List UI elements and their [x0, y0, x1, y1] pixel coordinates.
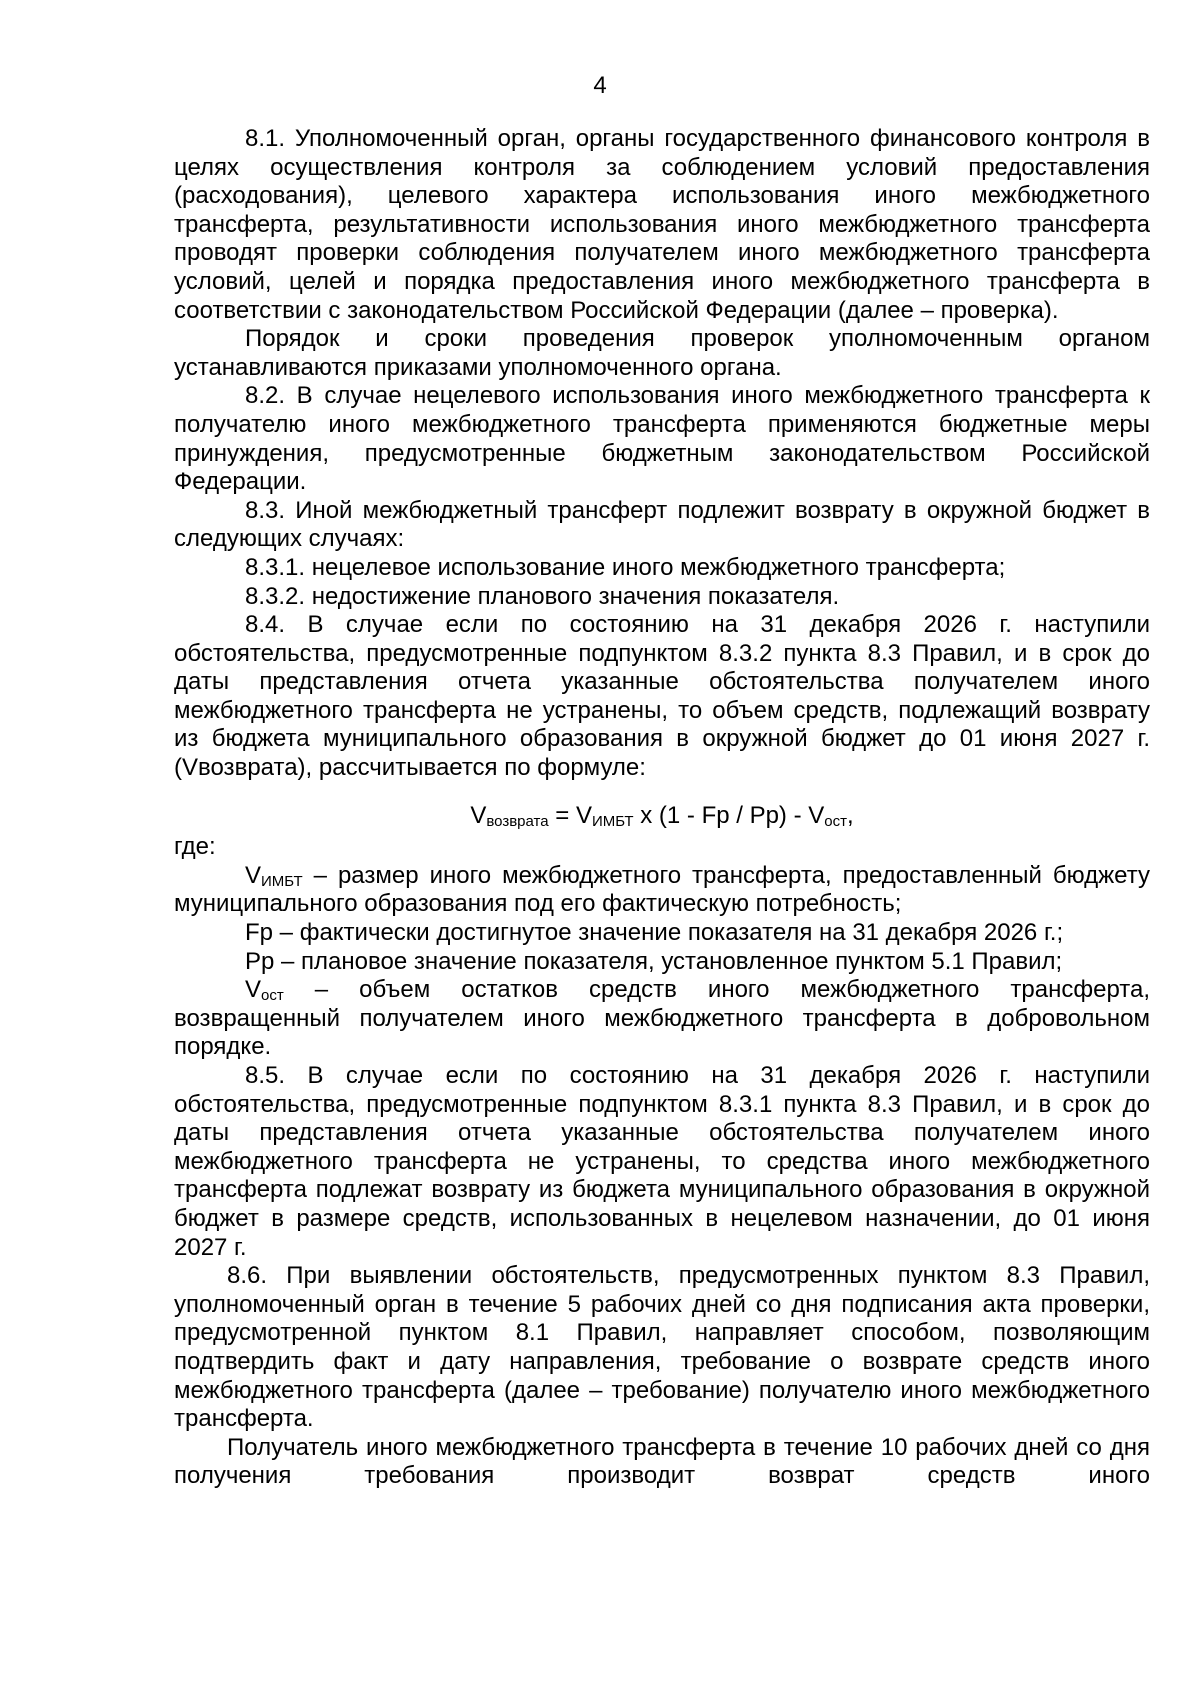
- paragraph-8-3: 8.3. Иной межбюджетный трансферт подлежит возврату в окружной бюджет в следующих случаях:: [174, 496, 1150, 553]
- def-v-sub: ИМБТ: [261, 872, 303, 890]
- formula-sub-imbt: ИМБТ: [591, 812, 634, 830]
- page-number: 4: [593, 72, 607, 99]
- definition-fp: Fp – фактически достигнутое значение показателя на 31 декабря 2026 г.;: [245, 919, 1064, 947]
- definition-pp: Pp – плановое значение показателя, установленное пунктом 5.1 Правил;: [245, 947, 1063, 975]
- return-formula: [174, 802, 1150, 831]
- formula-sub-return: возврата: [486, 812, 549, 830]
- paragraph-inspection-order: Порядок и сроки проведения проверок уполномоченным органом устанавливаются приказами уполномоченного органа.: [174, 325, 1150, 381]
- paragraph-8-5: 8.5. В случае если по состоянию на 31 декабря 2026 г. наступили обстоятельства, предусмотренные подпунктом 8.3.1 пункта 8.3 Правил, и в срок до даты представления отчета указанные обстоятельства получателем иного межбюджетного трансферта не устранены, то средства иного межбюджетного трансферта подлежат возврату из бюджета муниципального образования в окружной бюджет в размере средств, использованных в нецелевом назначении, до 01 июня 2027 г.: [174, 1062, 1150, 1261]
- def-vost-sub: ост: [261, 987, 284, 1005]
- paragraph-8-3-2: 8.3.2. недостижение планового значения показателя.: [245, 582, 840, 610]
- paragraph-8-4: 8.4. В случае если по состоянию на 31 декабря 2026 г. наступили обстоятельства, предусмотренные подпунктом 8.3.2 пункта 8.3 Правил, и в срок до даты представления отчета указанные обстоятельства получателем иного межбюджетного трансферта не устранены, то объем средств, подлежащий возврату из бюджета муниципального образования в окружной бюджет до 01 июня 2027 г. (Vвозврата), рассчитывается по формуле:: [174, 611, 1150, 782]
- def-vost-text: – объем остатков средств иного межбюджетного трансферта, возвращенный получателем иного межбюджетного трансферта в добровольном порядке.: [174, 976, 1150, 1061]
- formula-v: V: [470, 801, 487, 829]
- def-v-text: – размер иного межбюджетного трансферта, предоставленный бюджету муниципального образования под его фактическую потребность;: [174, 861, 1150, 918]
- definition-v-ost: [174, 976, 1150, 1062]
- document-body: [174, 125, 1150, 1491]
- formula-sub-ost: ост: [824, 812, 847, 830]
- def-v-symbol: V: [245, 861, 262, 889]
- where-label: где:: [174, 833, 216, 861]
- paragraph-8-6: 8.6. При выявлении обстоятельств, предусмотренных пунктом 8.3 Правил, уполномоченный орган в течение 5 рабочих дней со дня подписания акта проверки, предусмотренной пунктом 8.1 Правил, направляет способом, позволяющим подтвердить факт и дату направления, требование о возврате средств иного межбюджетного трансферта (далее – требование) получателю иного межбюджетного трансферта.: [174, 1262, 1150, 1433]
- paragraph-8-2: 8.2. В случае нецелевого использования иного межбюджетного трансферта к получателю иного межбюджетного трансферта применяются бюджетные меры принуждения, предусмотренные бюджетным законодательством Российской Федерации.: [174, 382, 1150, 496]
- paragraph-8-3-1: 8.3.1. нецелевое использование иного межбюджетного трансферта;: [245, 553, 1006, 581]
- definition-v-imbt: [174, 862, 1150, 919]
- paragraph-8-1: 8.1. Уполномоченный орган, органы государственного финансового контроля в целях осуществления контроля за соблюдением условий предоставления (расходования), целевого характера использования иного межбюджетного трансферта, результативности использования иного межбюджетного трансферта проводят проверки соблюдения получателем иного межбюджетного трансферта условий, целей и порядка предоставления иного межбюджетного трансферта в соответствии с законодательством Российской Федерации (далее – проверка).: [174, 125, 1150, 324]
- formula-middle: x (1 - Fp / Pp) - V: [633, 801, 825, 829]
- paragraph-recipient-return: Получатель иного межбюджетного трансферта в течение 10 рабочих дней со дня получения требования производит возврат средств иного: [174, 1433, 1150, 1490]
- formula-eq: = V: [548, 801, 592, 829]
- formula-end: ,: [846, 801, 854, 829]
- def-vost-symbol: V: [245, 976, 262, 1004]
